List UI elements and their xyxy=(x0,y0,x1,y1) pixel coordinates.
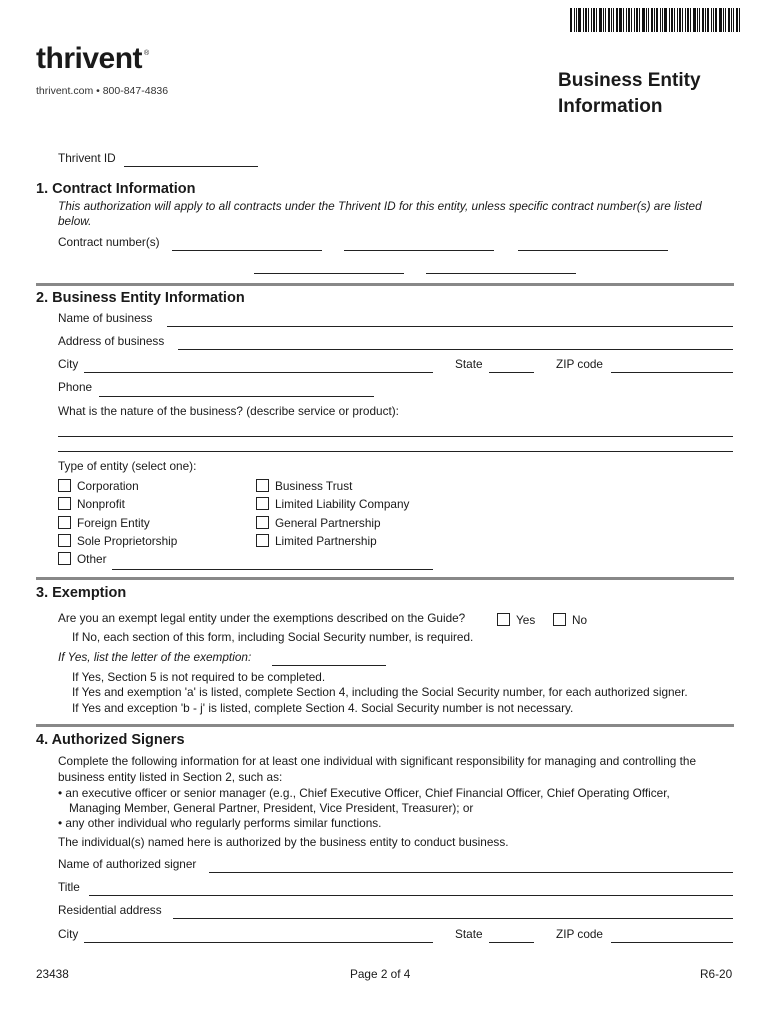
barcode-bar xyxy=(605,8,606,32)
barcode-bar xyxy=(669,8,670,32)
signer-name-label: Name of authorized signer xyxy=(58,857,197,871)
barcode-bar xyxy=(690,8,691,32)
barcode-bar xyxy=(570,8,572,32)
barcode-bar xyxy=(646,8,647,32)
checkbox-icon[interactable] xyxy=(256,534,269,547)
section-4-heading: 4. Authorized Signers xyxy=(36,732,185,748)
residential-address-label: Residential address xyxy=(58,903,162,917)
nature-field-line-1[interactable] xyxy=(58,436,733,437)
barcode-bar xyxy=(611,8,612,32)
section-1-note: This authorization will apply to all contracts under the Thrivent ID for this entity, unless specific contract number(s) are listed below. xyxy=(58,199,702,228)
section-1-heading: 1. Contract Information xyxy=(36,181,196,197)
barcode-bar xyxy=(731,8,732,32)
contract-number-field-4[interactable] xyxy=(254,273,404,274)
exemption-letter-label: If Yes, list the letter of the exemption: xyxy=(58,650,252,664)
checkbox-icon[interactable] xyxy=(497,613,510,626)
barcode-bar xyxy=(664,8,667,32)
checkbox-limited-partnership[interactable]: Limited Partnership xyxy=(256,534,377,548)
state-field[interactable] xyxy=(489,372,534,373)
phone-field[interactable] xyxy=(99,396,374,397)
if-no-text: If No, each section of this form, including Social Security number, is required. xyxy=(72,630,474,644)
barcode-bar xyxy=(651,8,653,32)
bullet-executive-officer-cont: Managing Member, General Partner, President, Vice President, Treasurer); or xyxy=(69,801,474,815)
page-title: Business Entity Information xyxy=(558,70,701,117)
barcode-bar xyxy=(713,8,714,32)
phone-label: Phone xyxy=(58,380,93,394)
checkbox-exempt-no[interactable]: No xyxy=(553,613,587,627)
barcode-bar xyxy=(715,8,717,32)
barcode-bar xyxy=(608,8,610,32)
barcode-bar xyxy=(707,8,709,32)
exemption-question: Are you an exempt legal entity under the exemptions described on the Guide? xyxy=(58,611,466,625)
section-divider xyxy=(36,577,734,580)
if-yes-line-3: If Yes and exception 'b - j' is listed, complete Section 4. Social Security number is not necessary. xyxy=(72,701,574,715)
barcode-bar xyxy=(654,8,655,32)
bullet-other-individual: • any other individual who regularly performs similar functions. xyxy=(58,816,382,830)
state-label: State xyxy=(455,357,483,371)
checkbox-general-partnership[interactable]: General Partnership xyxy=(256,516,381,530)
zip-label: ZIP code xyxy=(556,357,603,371)
section-divider xyxy=(36,724,734,727)
barcode-bar xyxy=(619,8,622,32)
barcode-bar xyxy=(593,8,595,32)
barcode-bar xyxy=(591,8,592,32)
section-2-heading: 2. Business Entity Information xyxy=(36,290,245,306)
signer-zip-field[interactable] xyxy=(611,942,733,943)
barcode-bar xyxy=(711,8,712,32)
barcode-bar xyxy=(687,8,689,32)
bullet-executive-officer: • an executive officer or senior manager (e.g., Chief Executive Officer, Chief Financial Officer, Chief Operating Officer, xyxy=(58,786,670,800)
city-label: City xyxy=(58,357,79,371)
exemption-letter-field[interactable] xyxy=(272,665,386,666)
barcode-bar xyxy=(623,8,624,32)
barcode-bar xyxy=(626,8,627,32)
signer-city-label: City xyxy=(58,927,79,941)
signer-state-label: State xyxy=(455,927,483,941)
barcode-bar xyxy=(599,8,602,32)
signer-city-field[interactable] xyxy=(84,942,433,943)
barcode-bar xyxy=(736,8,738,32)
section-3-heading: 3. Exemption xyxy=(36,585,127,601)
signer-state-field[interactable] xyxy=(489,942,534,943)
checkbox-icon[interactable] xyxy=(58,516,71,529)
barcode-bar xyxy=(725,8,726,32)
barcode-bar xyxy=(603,8,604,32)
residential-address-field[interactable] xyxy=(173,918,733,919)
barcode-bar xyxy=(656,8,658,32)
checkbox-business-trust[interactable]: Business Trust xyxy=(256,479,352,493)
checkbox-foreign-entity[interactable]: Foreign Entity xyxy=(58,516,150,530)
thrivent-id-label: Thrivent ID xyxy=(58,151,116,165)
barcode-bar xyxy=(702,8,704,32)
checkbox-icon[interactable] xyxy=(256,479,269,492)
checkbox-icon[interactable] xyxy=(58,479,71,492)
business-address-label: Address of business xyxy=(58,334,165,348)
barcode-bar xyxy=(662,8,663,32)
business-name-label: Name of business xyxy=(58,311,153,325)
thrivent-id-field[interactable] xyxy=(124,166,258,167)
barcode-bar xyxy=(642,8,645,32)
checkbox-llc[interactable]: Limited Liability Company xyxy=(256,497,409,511)
title-label: Title xyxy=(58,880,80,894)
if-yes-line-1: If Yes, Section 5 is not required to be completed. xyxy=(72,670,326,684)
signer-name-field[interactable] xyxy=(209,872,733,873)
barcode-bar xyxy=(585,8,587,32)
other-entity-field[interactable] xyxy=(112,569,433,570)
authorized-text: The individual(s) named here is authorized by the business entity to conduct business. xyxy=(58,835,509,849)
city-field[interactable] xyxy=(84,372,433,373)
section-4-intro: Complete the following information for at least one individual with significant responsibility for managing and controlling the business entity listed in Section 2, such as: xyxy=(58,754,697,784)
contract-number-field-1[interactable] xyxy=(172,250,322,251)
page-number: Page 2 of 4 xyxy=(350,967,411,981)
checkbox-icon[interactable] xyxy=(256,516,269,529)
checkbox-nonprofit[interactable]: Nonprofit xyxy=(58,497,125,511)
barcode-bar xyxy=(628,8,630,32)
barcode-bar xyxy=(639,8,640,32)
barcode-bar xyxy=(679,8,681,32)
entity-type-label: Type of entity (select one): xyxy=(58,459,197,473)
barcode-bar xyxy=(578,8,581,32)
checkbox-sole-proprietorship[interactable]: Sole Proprietorship xyxy=(58,534,177,548)
barcode-bar xyxy=(705,8,706,32)
checkbox-exempt-yes[interactable]: Yes xyxy=(497,613,535,627)
thrivent-logo: thrivent ® xyxy=(36,42,149,75)
barcode-bar xyxy=(677,8,678,32)
barcode-bar xyxy=(616,8,618,32)
barcode-bar xyxy=(671,8,673,32)
checkbox-icon[interactable] xyxy=(58,534,71,547)
barcode-bar xyxy=(631,8,632,32)
barcode-bar xyxy=(728,8,730,32)
barcode-bar xyxy=(634,8,635,32)
nature-field-line-2[interactable] xyxy=(58,451,733,452)
barcode-bar xyxy=(576,8,577,32)
barcode-bar xyxy=(682,8,683,32)
section-divider xyxy=(36,283,734,286)
barcode-bar xyxy=(613,8,614,32)
barcode-bar xyxy=(685,8,686,32)
barcode-bar xyxy=(588,8,589,32)
nature-of-business-label: What is the nature of the business? (describe service or product): xyxy=(58,404,399,418)
barcode-bar xyxy=(697,8,698,32)
barcode-bar xyxy=(719,8,722,32)
contract-number-field-2[interactable] xyxy=(344,250,494,251)
signer-zip-label: ZIP code xyxy=(556,927,603,941)
contract-numbers-label: Contract number(s) xyxy=(58,235,160,249)
revision: R6-20 xyxy=(700,967,733,981)
business-name-field[interactable] xyxy=(167,326,733,327)
barcode-bar xyxy=(723,8,724,32)
checkbox-icon[interactable] xyxy=(256,497,269,510)
barcode-icon xyxy=(570,8,755,32)
barcode-bar xyxy=(733,8,734,32)
barcode-bar xyxy=(636,8,638,32)
checkbox-other[interactable]: Other xyxy=(58,552,107,566)
title-field[interactable] xyxy=(89,895,733,896)
checkbox-icon[interactable] xyxy=(58,497,71,510)
form-number: 23438 xyxy=(36,967,69,981)
barcode-bar xyxy=(583,8,584,32)
barcode-bar xyxy=(648,8,649,32)
barcode-bar xyxy=(596,8,597,32)
contract-number-field-5[interactable] xyxy=(426,273,576,274)
zip-field[interactable] xyxy=(611,372,733,373)
barcode-bar xyxy=(674,8,675,32)
if-yes-line-2: If Yes and exemption 'a' is listed, complete Section 4, including the Social Security number, for each authorized signer. xyxy=(72,685,688,699)
business-address-field[interactable] xyxy=(178,349,733,350)
checkbox-corporation[interactable]: Corporation xyxy=(58,479,139,493)
checkbox-icon[interactable] xyxy=(58,552,71,565)
contract-number-field-3[interactable] xyxy=(518,250,668,251)
checkbox-icon[interactable] xyxy=(553,613,566,626)
barcode-bar xyxy=(574,8,575,32)
barcode-bar xyxy=(739,8,740,32)
barcode-bar xyxy=(693,8,696,32)
contact-info: thrivent.com • 800-847-4836 xyxy=(36,85,169,97)
barcode-bar xyxy=(660,8,661,32)
barcode-bar xyxy=(699,8,700,32)
